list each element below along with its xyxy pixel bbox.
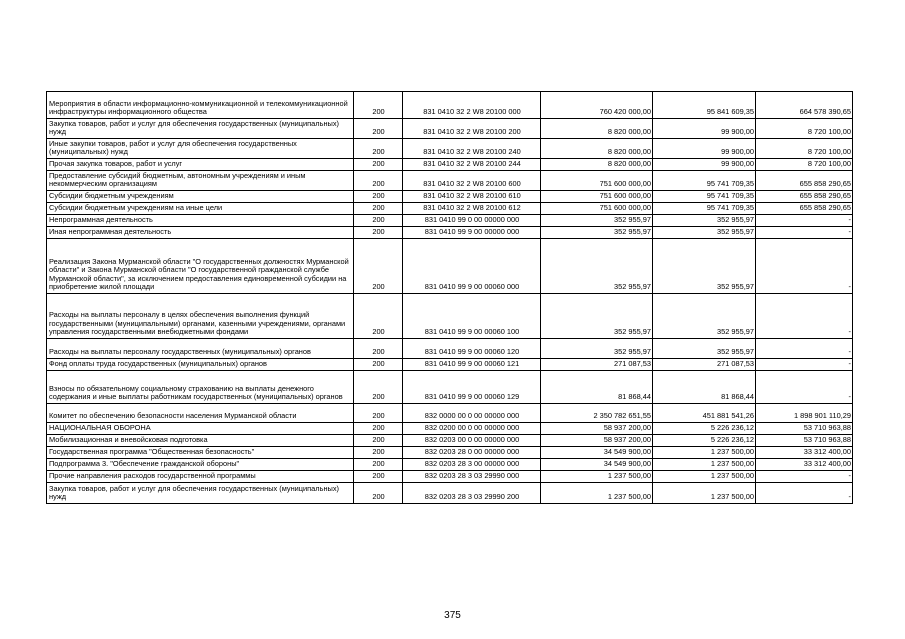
table-row [47,447,853,459]
row-name-cell [47,119,354,139]
table-row [47,371,853,404]
row-kbk-cell: 831 0410 99 9 00 00000 000 [403,227,541,239]
row-value-1-cell: 751 600 000,00 [541,203,653,215]
table-row [47,404,853,423]
row-value-2-cell: 1 237 500,00 [653,483,756,504]
row-value-2-cell: 95 841 609,35 [653,92,756,119]
row-name-cell [47,159,354,171]
table-row [47,215,853,227]
row-kbk-cell: 831 0410 32 2 W8 20100 610 [403,191,541,203]
row-name-text: Прочая закупка товаров, работ и услуг [49,159,183,169]
row-code-cell: 200 [354,239,403,294]
row-kbk-cell: 831 0410 32 2 W8 20100 200 [403,119,541,139]
row-value-1-cell: 34 549 900,00 [541,447,653,459]
row-value-1-cell: 1 237 500,00 [541,471,653,483]
budget-table [46,91,853,504]
row-code-cell: 200 [354,423,403,435]
row-value-3-cell: 655 858 290,65 [756,203,853,215]
row-kbk-cell: 831 0410 99 9 00 00060 121 [403,359,541,371]
row-value-3-cell: - [756,359,853,371]
row-kbk-cell: 831 0410 32 2 W8 20100 612 [403,203,541,215]
row-name-text: Субсидии бюджетным учреждениям [49,191,174,201]
row-name-cell [47,191,354,203]
row-value-3-cell: 8 720 100,00 [756,159,853,171]
table-row [47,359,853,371]
row-kbk-cell: 832 0203 28 3 03 29990 000 [403,471,541,483]
row-value-1-cell: 58 937 200,00 [541,423,653,435]
row-name-cell [47,459,354,471]
row-value-2-cell: 95 741 709,35 [653,171,756,191]
row-value-3-cell: - [756,227,853,239]
table-row [47,471,853,483]
row-value-2-cell: 271 087,53 [653,359,756,371]
row-name-text: Расходы на выплаты персоналу государственных (муниципальных) органов [49,347,311,357]
row-value-1-cell: 751 600 000,00 [541,171,653,191]
row-name-cell [47,435,354,447]
row-code-cell: 200 [354,191,403,203]
row-name-text: Прочие направления расходов государственной программы [49,471,256,481]
row-kbk-cell: 831 0410 32 2 W8 20100 240 [403,139,541,159]
row-value-2-cell: 1 237 500,00 [653,447,756,459]
row-code-cell: 200 [354,92,403,119]
row-name-text: Взносы по обязательному социальному страхованию на выплаты денежного содержания и иные выплаты работникам государственных (муниципальных) органов [49,383,343,402]
row-code-cell: 200 [354,359,403,371]
row-value-2-cell: 352 955,97 [653,294,756,339]
row-name-cell [47,339,354,359]
row-value-3-cell: 8 720 100,00 [756,139,853,159]
row-name-cell [47,239,354,294]
row-kbk-cell: 831 0410 99 9 00 00060 129 [403,371,541,404]
row-name-cell [47,294,354,339]
row-name-cell [47,215,354,227]
table-row [47,339,853,359]
row-name-text: Подпрограмма 3. "Обеспечение гражданской обороны" [49,459,240,469]
row-value-2-cell: 1 237 500,00 [653,471,756,483]
row-value-1-cell: 2 350 782 651,55 [541,404,653,423]
row-code-cell: 200 [354,404,403,423]
table-row [47,227,853,239]
row-value-2-cell: 352 955,97 [653,239,756,294]
table-row [47,171,853,191]
row-value-1-cell: 751 600 000,00 [541,191,653,203]
row-value-1-cell: 352 955,97 [541,294,653,339]
row-kbk-cell: 832 0200 00 0 00 00000 000 [403,423,541,435]
row-value-3-cell: - [756,294,853,339]
row-name-cell [47,92,354,119]
row-value-2-cell: 99 900,00 [653,159,756,171]
row-name-cell [47,447,354,459]
row-name-text: Закупка товаров, работ и услуг для обеспечения государственных (муниципальных) нужд [49,118,339,137]
row-value-3-cell: 33 312 400,00 [756,459,853,471]
row-name-text: Мобилизационная и вневойсковая подготовка [49,435,208,445]
row-name-text: Закупка товаров, работ и услуг для обеспечения государственных (муниципальных) нужд [49,483,339,502]
row-code-cell: 200 [354,171,403,191]
row-code-cell: 200 [354,159,403,171]
row-kbk-cell: 832 0203 28 0 00 00000 000 [403,447,541,459]
row-value-1-cell: 8 820 000,00 [541,119,653,139]
table-row [47,139,853,159]
row-code-cell: 200 [354,294,403,339]
row-value-2-cell: 95 741 709,35 [653,191,756,203]
row-value-2-cell: 352 955,97 [653,339,756,359]
row-code-cell: 200 [354,459,403,471]
row-name-cell [47,471,354,483]
row-name-text: Реализация Закона Мурманской области "О государственных должностях Мурманской области" и Закона Мурманской области "О государственной гражданской службе Мурманской области", за исключением предоставления единовременной субсидии на приобретение жилой площади [49,256,349,292]
page-number: 375 [444,610,461,621]
row-value-1-cell: 352 955,97 [541,227,653,239]
row-value-2-cell: 95 741 709,35 [653,203,756,215]
row-value-1-cell: 81 868,44 [541,371,653,404]
row-value-3-cell: 33 312 400,00 [756,447,853,459]
row-value-3-cell: 655 858 290,65 [756,191,853,203]
row-name-text: Иная непрограммная деятельность [49,227,172,237]
row-value-1-cell: 352 955,97 [541,339,653,359]
table-row [47,203,853,215]
row-kbk-cell: 832 0000 00 0 00 00000 000 [403,404,541,423]
table-row [47,294,853,339]
row-value-1-cell: 34 549 900,00 [541,459,653,471]
row-code-cell: 200 [354,119,403,139]
row-value-1-cell: 1 237 500,00 [541,483,653,504]
row-name-text: НАЦИОНАЛЬНАЯ ОБОРОНА [49,423,151,433]
row-kbk-cell: 831 0410 32 2 W8 20100 600 [403,171,541,191]
table-row [47,483,853,504]
row-code-cell: 200 [354,203,403,215]
row-code-cell: 200 [354,371,403,404]
row-value-3-cell: - [756,471,853,483]
row-value-1-cell: 8 820 000,00 [541,159,653,171]
row-code-cell: 200 [354,339,403,359]
row-code-cell: 200 [354,215,403,227]
row-value-3-cell: 53 710 963,88 [756,423,853,435]
row-kbk-cell: 831 0410 32 2 W8 20100 000 [403,92,541,119]
table-row [47,459,853,471]
row-value-2-cell: 352 955,97 [653,227,756,239]
table-row [47,159,853,171]
row-name-text: Предоставление субсидий бюджетным, автономным учреждениям и иным некоммерческим организациям [49,170,306,189]
row-name-text: Расходы на выплаты персоналу в целях обеспечения выполнения функций государственными (муниципальными) органами, казенными учреждениями, органами управления государственными внебюджетными фондами [49,310,346,337]
row-value-3-cell: 53 710 963,88 [756,435,853,447]
row-name-text: Комитет по обеспечению безопасности населения Мурманской области [49,411,297,421]
row-kbk-cell: 831 0410 99 9 00 00060 100 [403,294,541,339]
row-value-2-cell: 99 900,00 [653,139,756,159]
row-name-cell [47,483,354,504]
row-name-text: Субсидии бюджетным учреждениям на иные цели [49,203,223,213]
row-value-2-cell: 451 881 541,26 [653,404,756,423]
row-code-cell: 200 [354,227,403,239]
row-name-cell [47,227,354,239]
row-value-2-cell: 81 868,44 [653,371,756,404]
row-value-3-cell: 655 858 290,65 [756,171,853,191]
table-body [47,92,853,504]
row-value-3-cell: - [756,239,853,294]
table-row [47,435,853,447]
row-value-1-cell: 8 820 000,00 [541,139,653,159]
row-name-cell [47,371,354,404]
table-row [47,119,853,139]
row-code-cell: 200 [354,435,403,447]
row-name-cell [47,359,354,371]
row-kbk-cell: 832 0203 00 0 00 00000 000 [403,435,541,447]
row-code-cell: 200 [354,447,403,459]
row-kbk-cell: 831 0410 99 9 00 00060 120 [403,339,541,359]
table-row [47,239,853,294]
row-name-text: Мероприятия в области информационно-коммуникационной и телекоммуникационной инфраструктуры информационного общества [49,98,348,117]
row-value-2-cell: 1 237 500,00 [653,459,756,471]
row-value-1-cell: 352 955,97 [541,215,653,227]
row-value-3-cell: 1 898 901 110,29 [756,404,853,423]
row-value-1-cell: 58 937 200,00 [541,435,653,447]
table-row [47,92,853,119]
row-value-2-cell: 352 955,97 [653,215,756,227]
row-name-text: Государственная программа "Общественная безопасность" [49,447,255,457]
row-value-3-cell: - [756,339,853,359]
row-value-3-cell: - [756,215,853,227]
row-kbk-cell: 832 0203 28 3 03 29990 200 [403,483,541,504]
row-value-1-cell: 352 955,97 [541,239,653,294]
row-code-cell: 200 [354,483,403,504]
row-name-cell [47,203,354,215]
table-row [47,423,853,435]
row-kbk-cell: 831 0410 99 0 00 00000 000 [403,215,541,227]
row-value-3-cell: - [756,483,853,504]
row-code-cell: 200 [354,139,403,159]
row-value-2-cell: 5 226 236,12 [653,435,756,447]
row-kbk-cell: 831 0410 32 2 W8 20100 244 [403,159,541,171]
row-name-cell [47,139,354,159]
row-value-3-cell: 8 720 100,00 [756,119,853,139]
row-name-text: Непрограммная деятельность [49,215,153,225]
row-value-2-cell: 99 900,00 [653,119,756,139]
row-name-text: Фонд оплаты труда государственных (муниципальных) органов [49,359,267,369]
row-value-3-cell: 664 578 390,65 [756,92,853,119]
table-row [47,191,853,203]
row-value-2-cell: 5 226 236,12 [653,423,756,435]
row-kbk-cell: 832 0203 28 3 00 00000 000 [403,459,541,471]
row-value-1-cell: 271 087,53 [541,359,653,371]
row-name-cell [47,423,354,435]
row-name-cell [47,171,354,191]
row-value-3-cell: - [756,371,853,404]
row-code-cell: 200 [354,471,403,483]
row-kbk-cell: 831 0410 99 9 00 00060 000 [403,239,541,294]
row-name-cell [47,404,354,423]
row-name-text: Иные закупки товаров, работ и услуг для обеспечения государственных (муниципальных) нужд [49,138,297,157]
row-value-1-cell: 760 420 000,00 [541,92,653,119]
